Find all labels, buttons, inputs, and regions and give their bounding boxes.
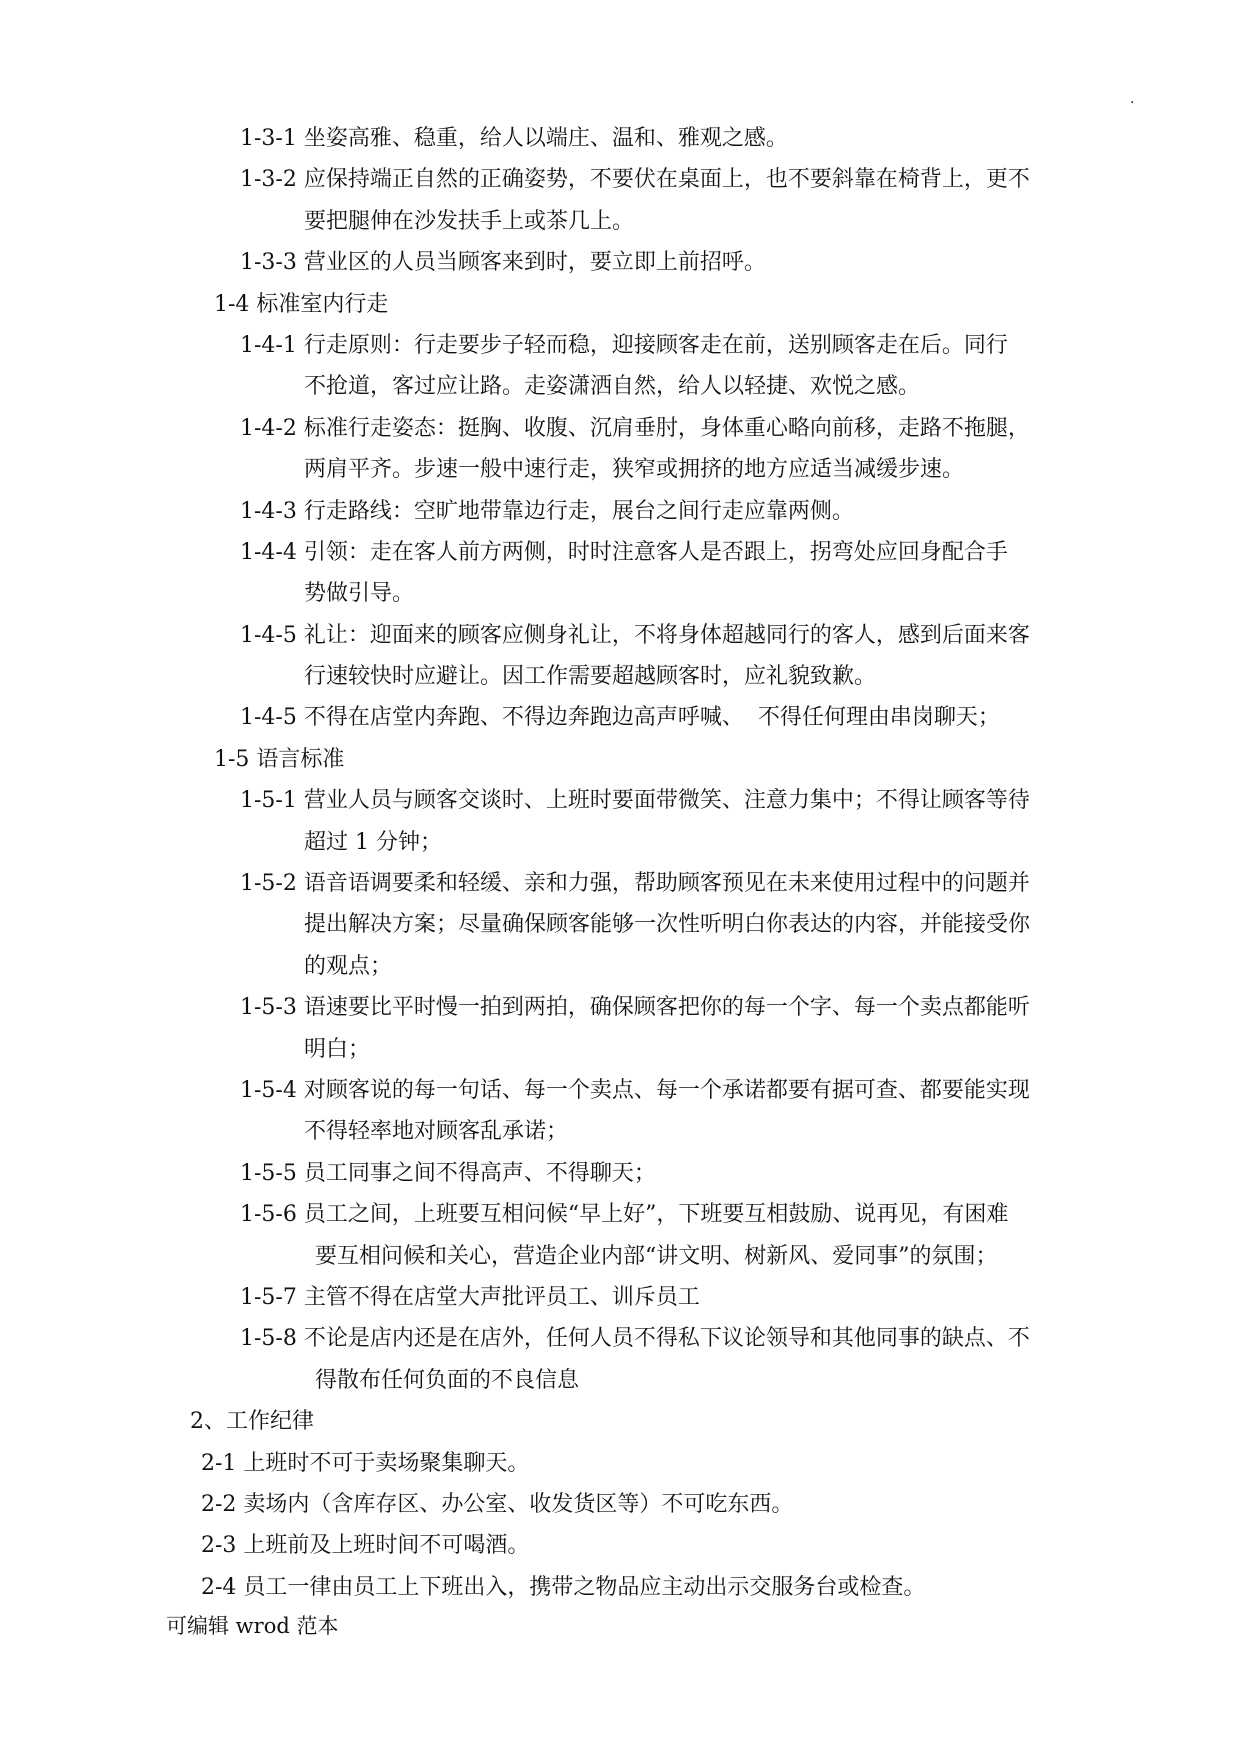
paragraph-line: 1-5-1 营业人员与顾客交谈时、上班时要面带微笑、注意力集中；不得让顾客等待 bbox=[240, 788, 1030, 814]
paragraph-line: 1-4-3 行走路线：空旷地带靠边行走，展台之间行走应靠两侧。 bbox=[240, 498, 854, 524]
corner-mark: . bbox=[1130, 91, 1135, 107]
section-heading: 2、工作纪律 bbox=[190, 1409, 314, 1435]
paragraph-line: 1-5-6 员工之间，上班要互相问候“早上好”，下班要互相鼓励、说再见，有困难 bbox=[240, 1202, 1009, 1228]
paragraph-line: 1-5-2 语音语调要柔和轻缓、亲和力强，帮助顾客预见在未来使用过程中的问题并 bbox=[240, 871, 1030, 897]
paragraph-line: 势做引导。 bbox=[304, 581, 415, 607]
paragraph-line: 1-4-5 礼让：迎面来的顾客应侧身礼让，不将身体超越同行的客人，感到后面来客 bbox=[240, 622, 1030, 648]
paragraph-line: 提出解决方案；尽量确保顾客能够一次性听明白你表达的内容，并能接受你 bbox=[304, 912, 1031, 938]
paragraph-line: 1-3-2 应保持端正自然的正确姿势，不要伏在桌面上，也不要斜靠在椅背上，更不 bbox=[240, 167, 1030, 193]
paragraph-line: 2-3 上班前及上班时间不可喝酒。 bbox=[201, 1533, 530, 1559]
paragraph-line: 不抢道，客过应让路。走姿潇洒自然，给人以轻捷、欢悦之感。 bbox=[304, 374, 921, 400]
subsection-heading: 1-4 标准室内行走 bbox=[214, 291, 389, 317]
paragraph-line: 1-4-4 引领：走在客人前方两侧，时时注意客人是否跟上，拐弯处应回身配合手 bbox=[240, 539, 1008, 565]
paragraph-line: 明白； bbox=[304, 1036, 371, 1062]
paragraph-line: 1-5-5 员工同事之间不得高声、不得聊天； bbox=[240, 1160, 656, 1186]
paragraph-line: 1-4-1 行走原则：行走要步子轻而稳，迎接顾客走在前，送别顾客走在后。同行 bbox=[240, 332, 1008, 358]
paragraph-line: 1-5-4 对顾客说的每一句话、每一个卖点、每一个承诺都要有据可查、都要能实现 bbox=[240, 1077, 1030, 1103]
paragraph-line: 得散布任何负面的不良信息 bbox=[315, 1367, 580, 1393]
paragraph-line: 1-5-8 不论是店内还是在店外，任何人员不得私下议论领导和其他同事的缺点、不 bbox=[240, 1326, 1030, 1352]
paragraph-line: 行速较快时应避让。因工作需要超越顾客时，应礼貌致歉。 bbox=[304, 664, 877, 690]
paragraph-line: 超过 1 分钟； bbox=[304, 829, 442, 855]
paragraph-line: 要把腿伸在沙发扶手上或茶几上。 bbox=[304, 208, 635, 234]
paragraph-line: 1-4-5 不得在店堂内奔跑、不得边奔跑边高声呼喊、 不得任何理由串岗聊天； bbox=[240, 705, 1000, 731]
paragraph-line: 两肩平齐。步速一般中速行走，狭窄或拥挤的地方应适当减缓步速。 bbox=[304, 457, 965, 483]
paragraph-line: 1-5-7 主管不得在店堂大声批评员工、训斥员工 bbox=[240, 1284, 700, 1310]
paragraph-line: 要互相问候和关心，营造企业内部“讲文明、树新风、爱同事”的氛围； bbox=[315, 1243, 998, 1269]
document-body bbox=[0, 118, 1241, 1608]
page-footer: 可编辑 wrod 范本 bbox=[166, 1614, 339, 1638]
paragraph-line: 2-4 员工一律由员工上下班出入，携带之物品应主动出示交服务台或检查。 bbox=[201, 1574, 926, 1600]
paragraph-line: 2-2 卖场内（含库存区、办公室、收发货区等）不可吃东西。 bbox=[201, 1491, 794, 1517]
paragraph-line: 1-3-1 坐姿高雅、稳重，给人以端庄、温和、雅观之感。 bbox=[240, 126, 788, 151]
paragraph-line: 的观点； bbox=[304, 953, 393, 979]
paragraph-line: 2-1 上班时不可于卖场聚集聊天。 bbox=[201, 1450, 530, 1476]
subsection-heading: 1-5 语言标准 bbox=[214, 746, 345, 772]
paragraph-line: 不得轻率地对顾客乱承诺； bbox=[304, 1119, 569, 1145]
paragraph-line: 1-4-2 标准行走姿态：挺胸、收腹、沉肩垂肘，身体重心略向前移，走路不拖腿， bbox=[240, 415, 1030, 441]
paragraph-line: 1-3-3 营业区的人员当顾客来到时，要立即上前招呼。 bbox=[240, 250, 766, 276]
paragraph-line: 1-5-3 语速要比平时慢一拍到两拍，确保顾客把你的每一个字、每一个卖点都能听 bbox=[240, 995, 1030, 1021]
